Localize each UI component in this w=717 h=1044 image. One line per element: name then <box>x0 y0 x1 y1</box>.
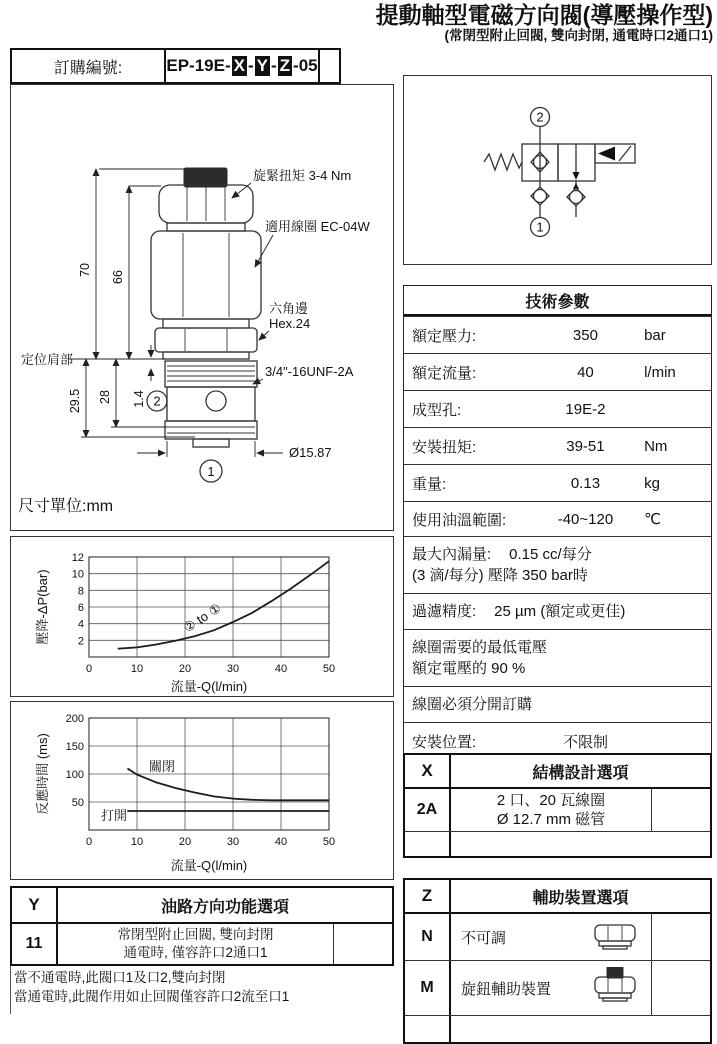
param-note: 線圈必須分開訂購 <box>412 696 533 713</box>
thread-label: 3/4"-16UNF-2A <box>265 364 354 379</box>
option-text: 2 口、20 瓦線圈 <box>496 792 606 809</box>
svg-text:20: 20 <box>178 836 192 848</box>
order-code-z: Z <box>279 56 291 75</box>
table-row-filtration <box>404 593 711 629</box>
spring-symbol <box>484 154 522 170</box>
function-notes <box>10 966 394 1014</box>
tech-params-table <box>403 285 712 760</box>
order-code-prefix: EP-19E- <box>166 56 231 75</box>
order-code-suffix: -05 <box>293 56 318 75</box>
svg-text:0: 0 <box>85 836 93 848</box>
dim-66: 66 <box>111 270 125 284</box>
hex-nut <box>155 328 257 352</box>
svg-text:30: 30 <box>226 836 240 848</box>
pressure-drop-chart-panel <box>10 536 394 697</box>
x-table-header-row <box>405 755 710 789</box>
svg-text:0: 0 <box>85 663 93 675</box>
param-value: 19E-2 <box>565 400 606 418</box>
option-code: 2A <box>405 789 451 831</box>
param-value: -40~120 <box>557 510 614 528</box>
thread-section <box>165 361 257 387</box>
empty-row <box>405 832 710 856</box>
option-text: 旋鈕輔助裝置 <box>461 980 552 998</box>
param-label: 重量: <box>412 475 447 493</box>
order-code-x: X <box>233 56 245 75</box>
z-table-code: Z <box>405 880 451 912</box>
option-code: M <box>405 961 451 1015</box>
empty-cell <box>451 832 710 856</box>
z-options-table <box>403 878 712 1044</box>
dim-diameter: Ø15.87 <box>289 445 332 460</box>
page-title: 提動軸型電磁方向閥(導壓操作型) <box>375 2 713 28</box>
y-table-code: Y <box>12 888 58 922</box>
svg-text:壓降-ΔP(bar): 壓降-ΔP(bar) <box>35 569 50 645</box>
x-options-table <box>403 753 712 858</box>
unit-note: 尺寸單位:mm <box>18 498 114 515</box>
dim-29-5: 29.5 <box>68 388 82 414</box>
order-number-box <box>10 48 341 84</box>
option-text: 不可調 <box>461 929 507 947</box>
torque-cap <box>184 168 227 187</box>
param-value: 0.15 cc/每分 <box>509 546 592 563</box>
option-text: 常閉型附止回閥, 雙向封閉 <box>117 927 274 942</box>
hydraulic-symbol <box>404 76 710 263</box>
param-label: 使用油溫範圍: <box>412 511 507 529</box>
param-unit: Nm <box>644 437 668 455</box>
table-row <box>404 353 711 390</box>
order-code <box>166 50 320 82</box>
response-time-chart-panel <box>10 701 394 880</box>
param-label: 過濾精度: <box>412 603 477 620</box>
svg-text:流量-Q(l/min): 流量-Q(l/min) <box>170 858 248 873</box>
svg-text:打開: 打開 <box>101 807 128 823</box>
y-options-table <box>10 886 394 966</box>
svg-text:2: 2 <box>77 635 84 648</box>
y-table-header-row <box>12 888 392 924</box>
svg-text:10: 10 <box>130 836 144 848</box>
empty-cell <box>333 924 392 964</box>
order-code-y: Y <box>256 56 268 75</box>
page-title-block <box>376 2 713 43</box>
port-2-label: 2 <box>153 393 161 409</box>
valve-drawing-panel <box>10 84 394 531</box>
param-label: 額定壓力: <box>412 327 477 345</box>
empty-cell <box>405 832 451 856</box>
param-unit: ℃ <box>644 511 661 528</box>
param-unit: l/min <box>644 363 676 381</box>
svg-text:流量-Q(l/min): 流量-Q(l/min) <box>170 679 248 694</box>
param-note: 線圈需要的最低電壓 <box>412 639 548 656</box>
param-unit: kg <box>644 474 660 492</box>
table-row-11 <box>12 924 392 964</box>
coil-body <box>151 231 261 319</box>
param-label: 安裝扭矩: <box>412 438 477 456</box>
port-2-hole <box>206 391 226 411</box>
order-code-sep1: - <box>247 56 254 75</box>
option-text: 通電時, 僅容許口2通口1 <box>123 945 268 960</box>
empty-cell <box>651 961 710 1015</box>
table-row-2a <box>405 789 710 832</box>
param-value: 350 <box>572 326 598 344</box>
svg-text:12: 12 <box>71 552 84 564</box>
hex-label-1: 六角邊 <box>269 301 309 316</box>
tech-table-header: 技術參數 <box>404 286 711 316</box>
param-label: 最大內漏量: <box>412 546 492 563</box>
param-value: 25 µm (額定或更佳) <box>494 603 626 620</box>
note-line: 當不通電時,此閥口1及口2,雙向封閉 <box>14 970 226 985</box>
table-row <box>404 316 711 353</box>
empty-row <box>405 1016 710 1042</box>
groove-section <box>165 421 257 439</box>
svg-text:20: 20 <box>178 663 192 675</box>
svg-text:10: 10 <box>130 663 144 675</box>
param-label: 安裝位置: <box>412 733 477 751</box>
table-row-n <box>405 914 710 961</box>
param-label: 成型孔: <box>412 401 462 419</box>
knob-icon <box>589 967 641 1009</box>
order-code-sep2: - <box>270 56 277 75</box>
param-value: 40 <box>577 363 594 381</box>
shoulder-label: 定位肩部 <box>21 352 74 367</box>
table-row <box>404 390 711 427</box>
note-line: 當通電時,此閥作用如止回閥僅容許口2流至口1 <box>14 989 290 1004</box>
table-row-coil-voltage <box>404 629 711 686</box>
table-row <box>404 464 711 501</box>
coil-label: 適用線圈 EC-04W <box>265 219 370 234</box>
svg-text:8: 8 <box>77 585 84 598</box>
symbol-port-1: 1 <box>536 219 544 235</box>
response-time-chart <box>11 702 392 874</box>
param-value: 不限制 <box>562 733 608 751</box>
svg-text:40: 40 <box>274 663 288 675</box>
order-empty-cell <box>320 50 339 82</box>
table-row-leakage <box>404 536 711 593</box>
empty-cell <box>651 914 710 960</box>
svg-text:50: 50 <box>322 836 336 848</box>
option-text: Ø 12.7 mm 磁管 <box>496 811 606 828</box>
z-table-title: 輔助裝置選項 <box>532 889 629 907</box>
option-code: 11 <box>12 924 58 964</box>
svg-text:關閉: 關閉 <box>149 759 176 775</box>
pressure-drop-chart <box>11 537 392 695</box>
empty-cell <box>651 789 710 831</box>
x-table-code: X <box>405 755 451 787</box>
svg-text:200: 200 <box>65 713 84 725</box>
param-note: (3 滴/每分) 壓降 350 bar時 <box>412 567 588 584</box>
x-table-title: 結構設計選項 <box>532 764 629 782</box>
param-value: 39-51 <box>566 437 605 455</box>
empty-cell <box>451 1016 710 1042</box>
svg-text:100: 100 <box>65 769 84 781</box>
nose <box>193 439 229 447</box>
z-table-header-row <box>405 880 710 914</box>
svg-text:6: 6 <box>77 602 84 614</box>
svg-text:50: 50 <box>322 663 336 675</box>
table-row-coil-order <box>404 686 711 722</box>
param-value: 0.13 <box>570 474 601 492</box>
symbol-port-2: 2 <box>536 109 544 125</box>
page-subtitle: (常閉型附止回閥, 雙向封閉, 通電時口2通口1) <box>444 28 713 43</box>
y-options-section <box>10 886 394 1014</box>
svg-text:30: 30 <box>226 663 240 675</box>
param-unit: bar <box>644 326 666 344</box>
svg-text:10: 10 <box>71 568 84 581</box>
option-code: N <box>405 914 451 960</box>
torque-label: 旋緊扭矩 3-4 Nm <box>253 168 352 183</box>
valve-drawing <box>11 85 392 529</box>
port-1-label: 1 <box>207 464 215 479</box>
hex-nut-icon <box>589 922 641 952</box>
param-label: 額定流量: <box>412 364 477 382</box>
table-row-m <box>405 961 710 1016</box>
empty-cell <box>405 1016 451 1042</box>
hydraulic-symbol-panel <box>403 75 712 265</box>
dim-28: 28 <box>98 390 112 404</box>
hex-label-2: Hex.24 <box>269 316 311 331</box>
y-table-title: 油路方向功能選項 <box>160 898 289 916</box>
svg-text:150: 150 <box>65 741 84 753</box>
svg-text:② to ①: ② to ① <box>180 600 224 636</box>
param-note: 額定電壓的 90 % <box>412 660 526 677</box>
svg-text:50: 50 <box>71 797 84 809</box>
table-row <box>404 427 711 464</box>
dim-1-4: 1.4 <box>132 390 146 408</box>
svg-text:反應時間 (ms): 反應時間 (ms) <box>35 733 50 815</box>
dim-70: 70 <box>78 263 92 277</box>
svg-text:4: 4 <box>77 618 84 631</box>
table-row <box>404 501 711 536</box>
svg-text:40: 40 <box>274 836 288 848</box>
order-label: 訂購編號: <box>12 50 166 82</box>
